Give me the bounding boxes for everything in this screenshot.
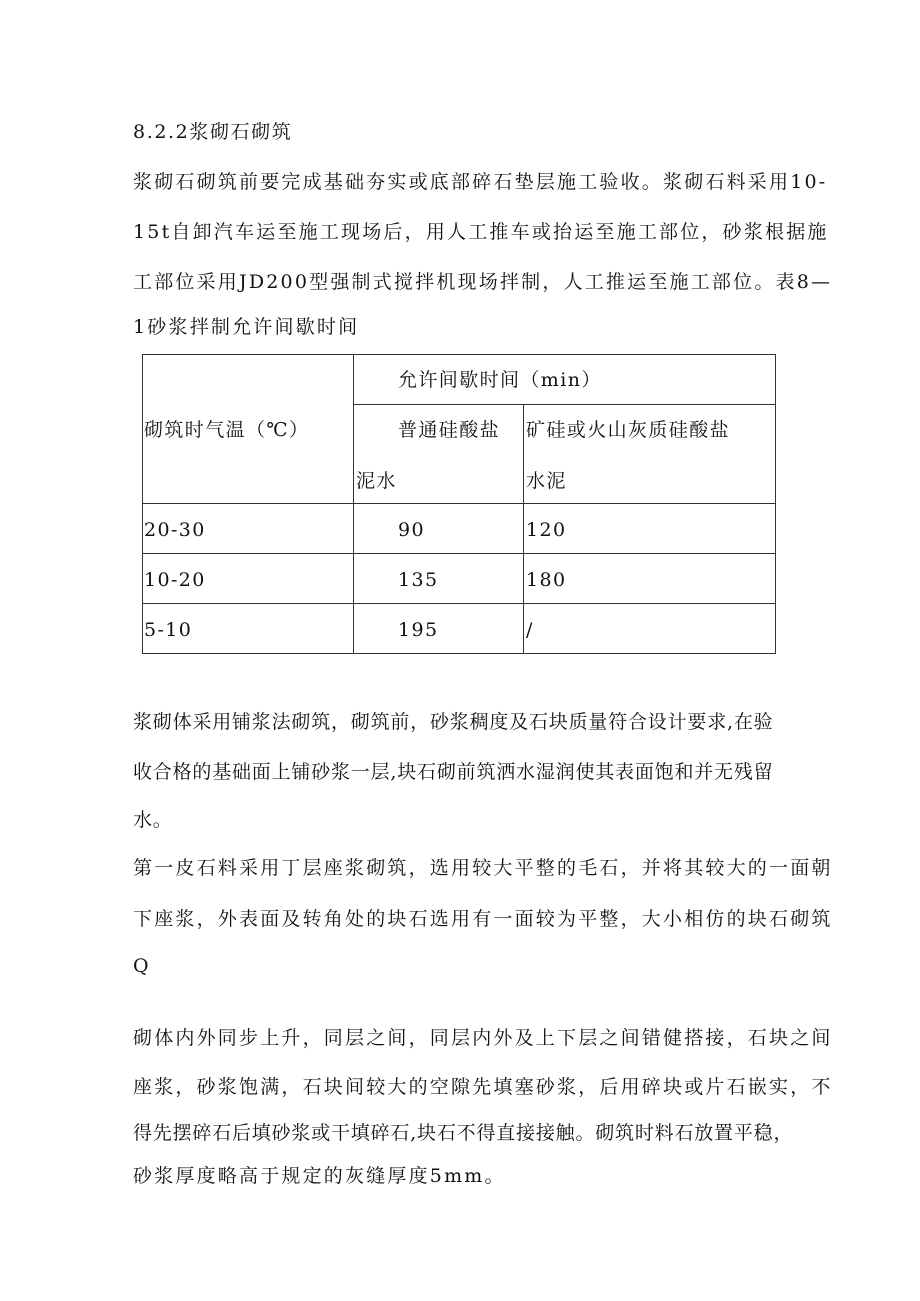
intro-line: 工部位采用JD200型强制式搅拌机现场拌制，人工推运至施工部位。表8— (133, 271, 833, 293)
table-cell-slag: 180 (526, 569, 567, 591)
paragraph-line: Q (133, 955, 151, 977)
table-rule (142, 603, 776, 604)
table-rule (523, 404, 524, 654)
table-cell-temperature: 10-20 (144, 569, 206, 591)
table-rule (353, 404, 776, 405)
table-rule (353, 354, 354, 654)
table-cell-ordinary: 195 (398, 619, 439, 641)
paragraph-line: 座浆，砂浆饱满，石块间较大的空隙先填塞砂浆，后用碎块或片石嵌实，不 (133, 1076, 833, 1098)
table-rule (775, 354, 776, 654)
paragraph-line: 砂浆厚度略高于规定的灰缝厚度5mm。 (133, 1165, 506, 1187)
slag-cement-header-cont: 水泥 (526, 470, 567, 492)
intro-line: 15t自卸汽车运至施工现场后，用人工推车或抬运至施工部位，砂浆根据施 (133, 221, 829, 243)
table-cell-slag: / (526, 619, 534, 641)
table-cell-ordinary: 135 (398, 569, 439, 591)
interval-group-header: 允许间歇时间（min） (398, 369, 602, 391)
slag-cement-header: 矿硅或火山灰质硅酸盐 (526, 419, 731, 441)
ordinary-cement-header: 普通硅酸盐 (398, 419, 501, 441)
table-rule (142, 653, 776, 654)
paragraph-line: 水。 (133, 809, 173, 831)
paragraph-line: 收合格的基础面上铺砂浆一层,块石砌前筑洒水湿润使其表面饱和并无残留 (133, 761, 774, 783)
table-cell-temperature: 5-10 (144, 619, 193, 641)
section-heading: 8.2.2浆砌石砌筑 (133, 121, 293, 143)
table-rule (142, 503, 776, 504)
intro-line: 浆砌石砌筑前要完成基础夯实或底部碎石垫层施工验收。浆砌石料采用10- (133, 171, 828, 193)
table-cell-ordinary: 90 (398, 519, 425, 541)
table-cell-slag: 120 (526, 519, 567, 541)
paragraph-line: 浆砌体采用铺浆法砌筑，砌筑前，砂浆稠度及石块质量符合设计要求,在验 (133, 711, 774, 733)
table-rule (142, 354, 143, 654)
table-rule (142, 354, 776, 355)
ordinary-cement-header-cont: 泥水 (356, 470, 397, 492)
table-rule (142, 553, 776, 554)
paragraph-line: 砌体内外同步上升，同层之间，同层内外及上下层之间错健搭接，石块之间 (133, 1027, 833, 1049)
table-cell-temperature: 20-30 (144, 519, 206, 541)
table-caption: 1砂浆拌制允许间歇时间 (133, 316, 360, 338)
paragraph-line: 第一皮石料采用丁层座浆砌筑，选用较大平整的毛石，并将其较大的一面朝 (133, 857, 833, 879)
paragraph-line: 得先摆碎石后填砂浆或干填碎石,块石不得直接接触。砌筑时料石放置平稳， (133, 1122, 794, 1144)
temperature-header: 砌筑时气温（℃） (144, 419, 310, 441)
paragraph-line: 下座浆，外表面及转角处的块石选用有一面较为平整，大小相仿的块石砌筑 (133, 908, 833, 930)
mortar-interval-table (142, 354, 776, 654)
